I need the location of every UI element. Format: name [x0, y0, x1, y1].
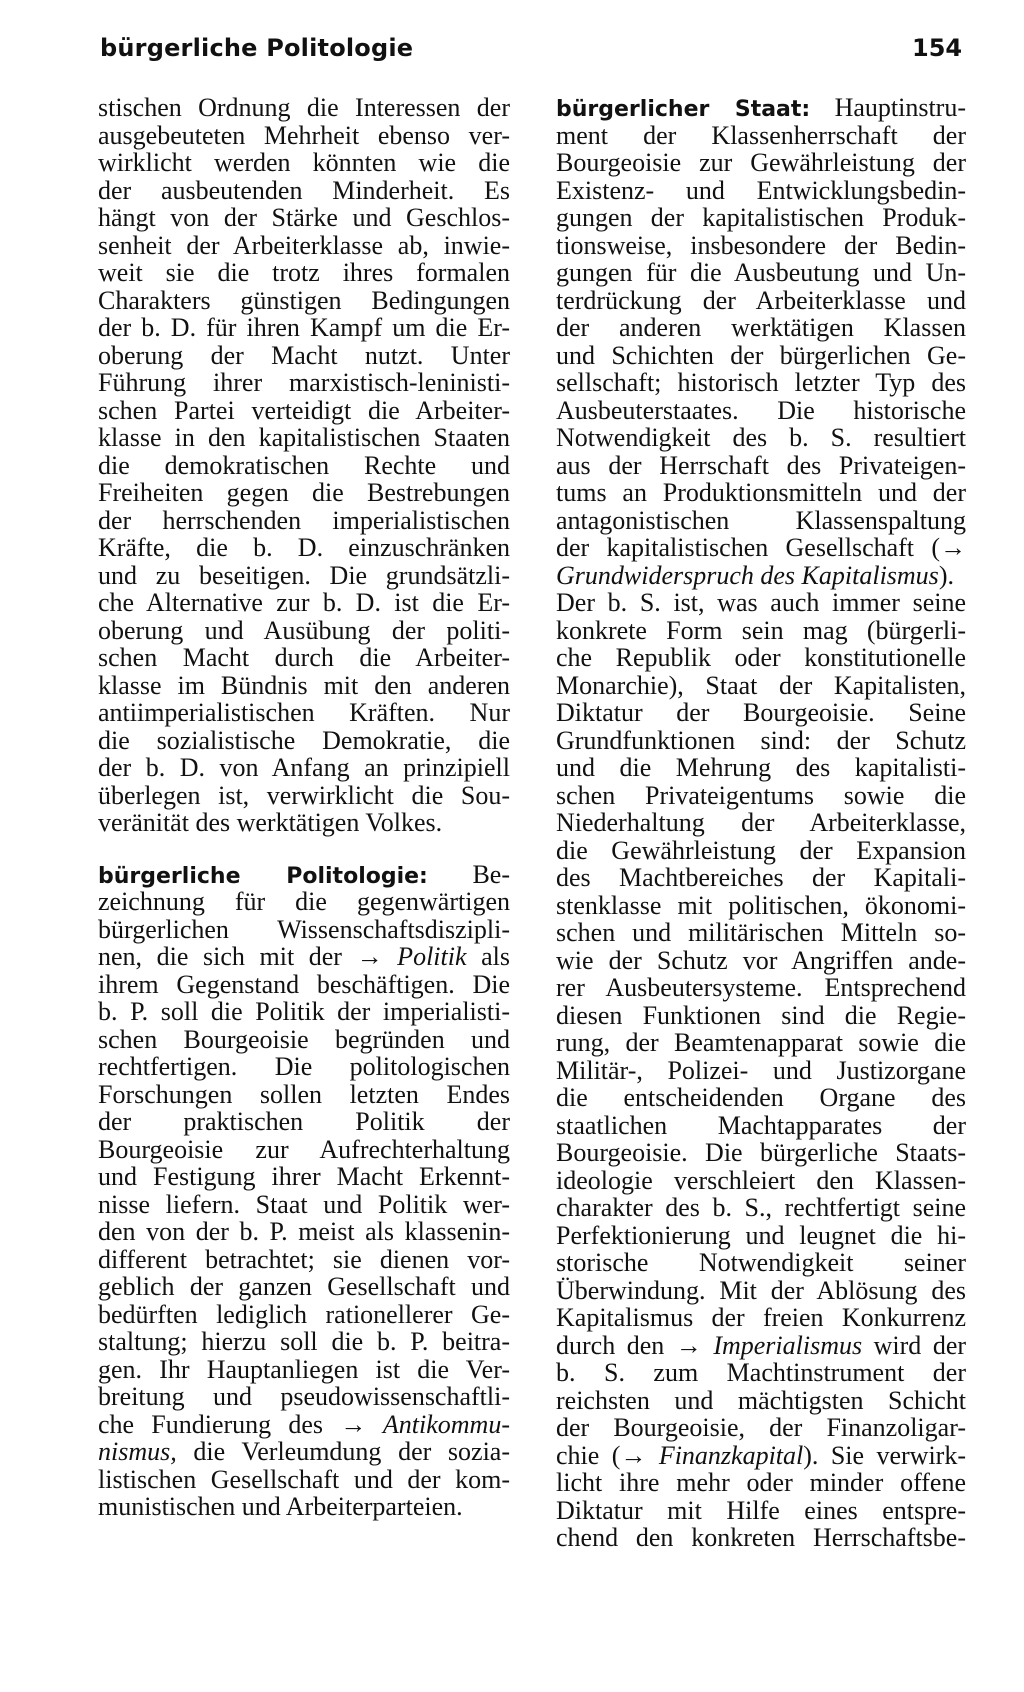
text-line: schen Bourgeoisie begründen und: [98, 1024, 510, 1054]
text-line: schen Macht durch die Arbeiter-: [98, 643, 510, 672]
text-line: Forschungen sollen letzten Endes: [98, 1079, 510, 1109]
cross-reference-finanzkapital[interactable]: → Finanzkapital: [620, 1440, 804, 1470]
text-line: reichsten und mächtigsten Schicht: [556, 1385, 966, 1415]
text-line: die Gewährleistung der Expansion: [556, 835, 966, 865]
text-line: Grundfunktionen sind: der Schutz: [556, 725, 966, 755]
text-line: Freiheiten gegen die Bestrebungen: [98, 478, 510, 507]
text-line: der anderen werktätigen Klassen: [556, 313, 966, 342]
text-line: gungen der kapitalistischen Produk-: [556, 203, 966, 232]
text-line: ausgebeuteten Mehrheit ebenso ver-: [98, 120, 510, 150]
text-line: Bourgeoisie. Die bürgerliche Staats-: [556, 1138, 966, 1167]
text-line: che Alternative zur b. D. ist die Er-: [98, 588, 510, 617]
text-line: klasse in den kapitalistischen Staaten: [98, 423, 510, 452]
text-line: stischen Ordnung die Interessen der: [98, 93, 510, 122]
text-line: klasse im Bündnis mit den anderen: [98, 670, 510, 700]
text-line: tums an Produktionsmitteln und der: [556, 478, 966, 507]
text-line: oberung der Macht nutzt. Unter: [98, 340, 510, 370]
page-number: 154: [912, 34, 963, 62]
text-line: b. S. zum Machtinstrument der: [556, 1358, 966, 1387]
text-line: stenklasse mit politischen, ökonomi-: [556, 890, 966, 920]
text-line: hängt von der Stärke und Geschlos-: [98, 203, 510, 232]
text-line: bürgerlichen Wissenschaftsdiszipli-: [98, 914, 510, 944]
text-line: Militär-, Polizei- und Justizorgane: [556, 1055, 966, 1085]
text-line: weit sie die trotz ihres formalen: [98, 258, 510, 287]
text-line: Niederhaltung der Arbeiterklasse,: [556, 808, 966, 837]
text-line: der Bourgeoisie, der Finanzoligar-: [556, 1413, 966, 1442]
text-line: Führung ihrer marxistisch-leninisti-: [98, 368, 510, 397]
text-line: ideologie verschleiert den Klassen-: [556, 1165, 966, 1195]
text-line: der b. D. für ihren Kampf um die Er-: [98, 313, 510, 342]
text-line: charakter des b. S., rechtfertigt seine: [556, 1193, 966, 1222]
text-line: nisse liefern. Staat und Politik wer-: [98, 1189, 510, 1219]
text-line: die entscheidenden Organe des: [556, 1083, 966, 1112]
text-line: breitung und pseudowissenschaftli-: [98, 1382, 510, 1411]
text-line: schen Privateigentums sowie die: [556, 780, 966, 810]
text-line: der b. D. von Anfang an prinzipiell: [98, 753, 510, 782]
text-line: Der b. S. ist, was auch immer seine: [556, 588, 966, 617]
text-line: überlegen ist, verwirklicht die Sou-: [98, 780, 510, 810]
text-line: b. P. soll die Politik der imperialisti-: [98, 997, 510, 1026]
text-line: Kräfte, die b. D. einzuschränken: [98, 533, 510, 562]
text-line: wirklicht werden könnten wie die: [98, 148, 510, 177]
text-line: wie der Schutz vor Angriffen ande-: [556, 945, 966, 975]
text-line: ment der Klassenherrschaft der: [556, 120, 966, 150]
text-line: veränität des werktätigen Volkes.: [98, 808, 443, 837]
text-line: des Machtbereiches der Kapitali-: [556, 863, 966, 892]
text-line: diesen Funktionen sind die Regie-: [556, 1000, 966, 1030]
text-line: che Republik oder konstitutionelle: [556, 643, 966, 672]
text-line: antiimperialistischen Kräften. Nur: [98, 698, 510, 727]
text-line: aus der Herrschaft des Privateigen-: [556, 450, 966, 480]
entry-buergerliche-politologie: bürgerliche Politologie: Be- zeichnung für die gegenwärtigen bürgerlichen Wissenschaftsdiszipli- nen, die sich mit der → Politik als ihrem Gegenstand beschäftigen. Die b. P. soll die Politik der imperialisti- schen Bourgeoisie begründen und rechtfertigen. Die politologischen Forschungen sollen letzten Endes der praktischen Politik der Bourgeoisie zur Aufrechterhaltung und Festigung ihrer Macht Erkennt- nisse liefern. Staat und Politik wer- den von der b. P. meist als klassenin- different betrachtet; sie dienen vor- geblich der ganzen Gesellschaft und bedürften lediglich rationellerer Ge- staltung; hierzu soll die b. P. beitra- gen. Ihr Hauptanliegen ist die Ver- breitung und pseudowissenschaftli- che Fundierung des → Antikommu- nismus, die Verleumdung der sozia- listischen Gesellschaft und der kom- munistischen und Arbeiterparteien.: [98, 859, 511, 1521]
text-line: gen. Ihr Hauptanliegen ist die Ver-: [98, 1354, 510, 1384]
continuation-paragraph: [98, 94, 510, 837]
text-line: staatlichen Machtapparates der: [556, 1110, 966, 1140]
left-column: [98, 94, 510, 1521]
text-line: bedürften lediglich rationellerer Ge-: [98, 1299, 510, 1329]
text-line: die sozialistische Demokratie, die: [98, 725, 510, 755]
text-line: und die Mehrung des kapitalisti-: [556, 753, 966, 782]
text-line: munistischen und Arbeiterparteien.: [98, 1492, 463, 1521]
text-line: staltung; hierzu soll die b. P. beitra-: [98, 1327, 510, 1356]
text-line: Ausbeuterstaates. Die historische: [556, 395, 966, 425]
text-line: und Schichten der bürgerlichen Ge-: [556, 340, 966, 370]
text-line: listischen Gesellschaft und der kom-: [98, 1464, 510, 1494]
text-line: schen und militärischen Mitteln so-: [556, 918, 966, 947]
text-line: rer Ausbeutersysteme. Entsprechend: [556, 973, 966, 1002]
text-line: gungen für die Ausbeutung und Un-: [556, 258, 966, 287]
text-line: sellschaft; historisch letzter Typ des: [556, 368, 966, 397]
text-line: geblich der ganzen Gesellschaft und: [98, 1272, 510, 1301]
cross-reference-antikommunismus[interactable]: → Antikommu-: [340, 1409, 510, 1439]
text-line: der kapitalistischen Gesellschaft (→: [556, 533, 966, 562]
text-line: Charakters günstigen Bedingungen: [98, 285, 510, 315]
text-line: oberung und Ausübung der politi-: [98, 615, 510, 645]
text-line: den von der b. P. meist als klassenin-: [98, 1217, 510, 1246]
text-line: Notwendigkeit des b. S. resultiert: [556, 423, 966, 452]
text-line: ihrem Gegenstand beschäftigen. Die: [98, 969, 510, 999]
text-line: und zu beseitigen. Die grundsätzli-: [98, 560, 510, 590]
entry-buergerlicher-staat: bürgerlicher Staat: Hauptinstru- ment der Klassenherrschaft der Bourgeoisie zur Gewährleistung der Existenz- und Entwicklungsbedin- gungen der kapitalistischen Produk- tionsweise, insbesondere der Bedin- gungen für die Ausbeutung und Un- terdrückung der Arbeiterklasse und der anderen werktätigen Klassen und Schichten der bürgerlichen Ge- sellschaft; historisch letzter Typ des Ausbeuterstaates. Die historische Notwendigkeit des b. S. resultiert aus der Herrschaft des Privateigen- tums an Produktionsmitteln und der antagonistischen Klassenspaltung der kapitalistischen Gesellschaft (→ Grundwiderspruch des Kapitalismus). Der b. S. ist, was auch immer seine konkrete Form sein mag (bürgerli- che Republik oder konstitutionelle Monarchie), Staat der Kapitalisten, Diktatur der Bourgeoisie. Seine Grundfunktionen sind: der Schutz und die Mehrung des kapitalisti- schen Privateigentums sowie die Niederhaltung der Arbeiterklasse, die Gewährleistung der Expansion des Machtbereiches der Kapitali- stenklasse mit politischen, ökonomi- schen und militärischen Mitteln so- wie der Schutz vor Angriffen ande- rer Ausbeutersysteme. Entsprechend diesen Funktionen sind die Regie- rung, der Beamtenapparat sowie die Militär-, Polizei- und Justizorgane die entscheidenden Organe des staatlichen Machtapparates der Bourgeoisie. Die bürgerliche Staats- ideologie verschleiert den Klassen- charakter des b. S., rechtfertigt seine Perfektionierung und leugnet die hi- storische Notwendigkeit seiner Überwindung. Mit der Ablösung des Kapitalismus der freien Konkurrenz durch den → Imperialismus wird der b. S. zum Machtinstrument der reichsten und mächtigsten Schicht der Bourgeoisie, der Finanzoligar- chie (→ Finanzkapital). Sie verwirk- licht ihre mehr oder minder offene Diktatur mit Hilfe eines entspre- chend den konkreten Herrschaftsbe-: [556, 93, 967, 1552]
text-line: antagonistischen Klassenspaltung: [556, 505, 966, 535]
text-line: Monarchie), Staat der Kapitalisten,: [556, 670, 966, 700]
text-line: Existenz- und Entwicklungsbedin-: [556, 175, 966, 205]
text-line: chend den konkreten Herrschaftsbe-: [556, 1523, 966, 1552]
text-line: schen Partei verteidigt die Arbeiter-: [98, 395, 510, 425]
text-line: die demokratischen Rechte und: [98, 450, 510, 480]
running-header-title: bürgerliche Politologie: [100, 34, 414, 62]
text-line: zeichnung für die gegenwärtigen: [98, 887, 510, 916]
text-line: Diktatur mit Hilfe eines entspre-: [556, 1495, 966, 1525]
text-line: different betrachtet; sie dienen vor-: [98, 1244, 510, 1274]
text-line: Überwindung. Mit der Ablösung des: [556, 1275, 966, 1305]
text-line: konkrete Form sein mag (bürgerli-: [556, 615, 966, 645]
text-line: storische Notwendigkeit seiner: [556, 1248, 966, 1277]
text-line: licht ihre mehr oder minder offene: [556, 1468, 966, 1497]
text-line: tionsweise, insbesondere der Bedin-: [556, 230, 966, 260]
text-line: rung, der Beamtenapparat sowie die: [556, 1028, 966, 1057]
text-line: und Festigung ihrer Macht Erkennt-: [98, 1162, 510, 1191]
text-line: Perfektionierung und leugnet die hi-: [556, 1220, 966, 1250]
cross-reference-grundwiderspruch[interactable]: Grundwiderspruch des Kapitalismus: [556, 560, 939, 590]
text-line: Diktatur der Bourgeoisie. Seine: [556, 698, 966, 727]
text-line: Bourgeoisie zur Gewährleistung der: [556, 148, 966, 177]
text-line: Bourgeoisie zur Aufrechterhaltung: [98, 1134, 510, 1164]
text-line: senheit der Arbeiterklasse ab, inwie-: [98, 230, 510, 260]
text-line: der ausbeutenden Minderheit. Es: [98, 175, 510, 205]
text-line: der praktischen Politik der: [98, 1107, 510, 1136]
text-line: Kapitalismus der freien Konkurrenz: [556, 1303, 966, 1332]
entry-term: bürgerliche Politologie:: [98, 863, 428, 889]
text-line: der herrschenden imperialistischen: [98, 505, 510, 535]
text-line: terdrückung der Arbeiterklasse und: [556, 285, 966, 315]
cross-reference-imperialismus[interactable]: → Imperialismus: [675, 1330, 863, 1360]
entry-term: bürgerlicher Staat:: [556, 97, 811, 122]
cross-reference-antikommunismus-cont[interactable]: nismus,: [98, 1437, 177, 1466]
right-column: [556, 94, 966, 1552]
cross-reference-politik[interactable]: → Politik: [356, 942, 467, 971]
text-line: rechtfertigen. Die politologischen: [98, 1052, 510, 1081]
